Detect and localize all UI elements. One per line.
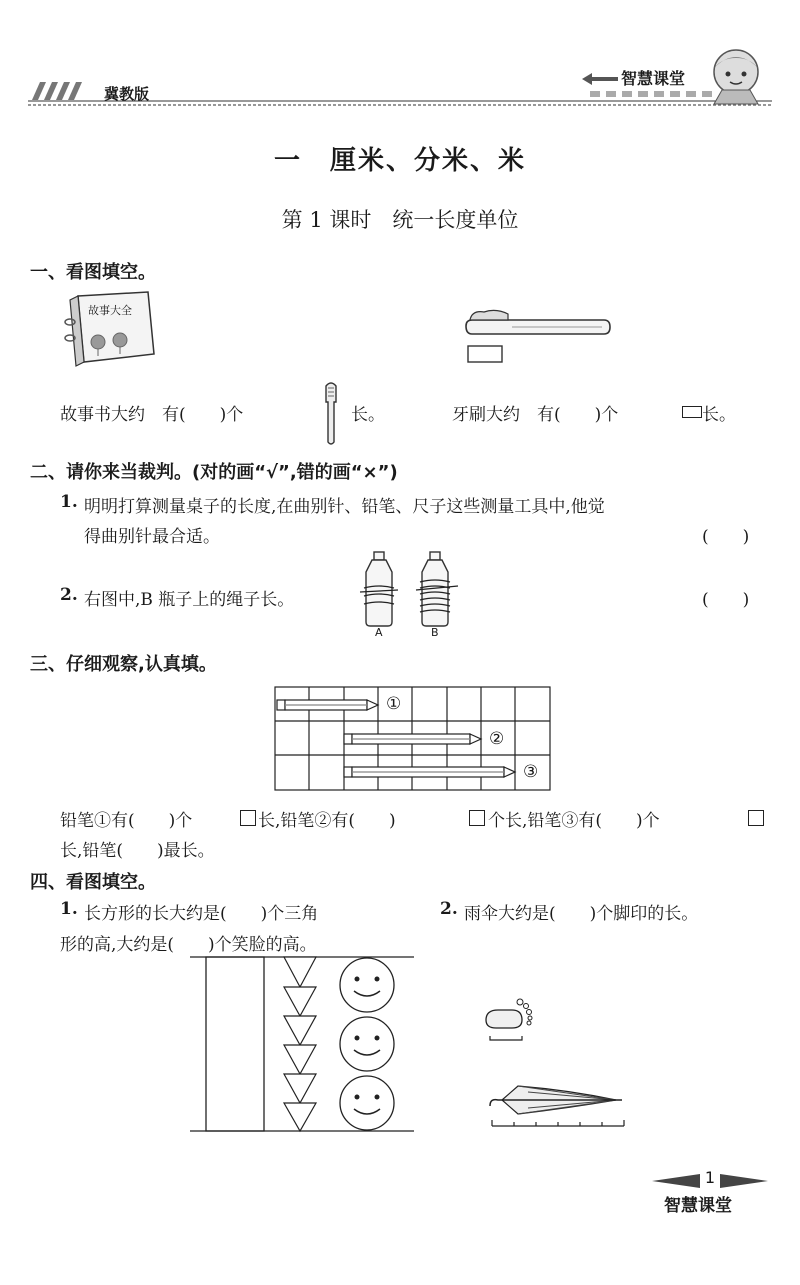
- pencil-1: [277, 700, 378, 710]
- toothbrush-unit-icon: [318, 380, 344, 446]
- rectangle-triangles-smileys-figure: [190, 955, 415, 1135]
- square-unit-icon: [240, 810, 256, 826]
- toothbrush-illustration: [462, 306, 612, 368]
- s2-q1-number: 1.: [60, 492, 78, 512]
- s4-q1-line2: 形的高,大约是( )个笑脸的高。: [60, 935, 317, 955]
- page-number: 1: [704, 1168, 716, 1187]
- section2-heading: 二、请你来当裁判。(对的画“√”,错的画“×”): [30, 462, 398, 483]
- s3-line1-b: 长,铅笔②有( ): [258, 811, 396, 831]
- pencil-3-label: ③: [523, 762, 539, 782]
- q-toothbrush-text: 牙刷大约 有( )个: [452, 405, 619, 425]
- s3-line1-c: 个长,铅笔③有( )个: [488, 811, 660, 831]
- s2-q1-answer-blank[interactable]: ( ): [702, 527, 750, 547]
- q-toothbrush-suffix: 长。: [702, 405, 736, 425]
- s2-q2-answer-blank[interactable]: ( ): [702, 590, 750, 610]
- s2-q1-line2: 得曲别针最合适。: [84, 527, 220, 547]
- bottle-b-label: B: [431, 626, 439, 639]
- pencil-2: [344, 734, 481, 744]
- header-divider: [28, 100, 772, 108]
- s2-q2-number: 2.: [60, 585, 78, 605]
- pencil-2-label: ②: [489, 729, 505, 749]
- pencil-grid: [275, 687, 551, 791]
- s3-line1-a: 铅笔①有( )个: [60, 811, 193, 831]
- s4-q1-line1: 长方形的长大约是( )个三角: [84, 904, 319, 924]
- q-storybook-text: 故事书大约 有( )个: [60, 405, 244, 425]
- bottles-illustration: [358, 550, 468, 630]
- girl-mascot-icon: [700, 46, 772, 106]
- s4-q2-number: 2.: [440, 899, 458, 919]
- pencil-3: [344, 767, 515, 777]
- s4-q1-number: 1.: [60, 899, 78, 919]
- section3-heading: 三、仔细观察,认真填。: [30, 654, 217, 675]
- storybook-cover-title: 故事大全: [88, 304, 132, 317]
- section1-heading: 一、看图填空。: [30, 262, 156, 283]
- edition-label: 冀教版: [104, 85, 150, 103]
- s2-q1-line1: 明明打算测量桌子的长度,在曲别针、铅笔、尺子这些测量工具中,他觉: [84, 497, 605, 517]
- s2-q2-text: 右图中,B 瓶子上的绳子长。: [84, 590, 295, 610]
- header-brand: 智慧课堂: [621, 69, 686, 88]
- pencil-1-label: ①: [386, 694, 402, 714]
- lesson-title: 第 1 课时 统一长度单位: [281, 208, 519, 232]
- square-unit-icon: [748, 810, 764, 826]
- s3-line2: 长,铅笔( )最长。: [60, 841, 215, 861]
- s4-q2-text: 雨伞大约是( )个脚印的长。: [464, 904, 699, 924]
- square-unit-icon: [469, 810, 485, 826]
- storybook-illustration: [58, 292, 158, 368]
- rectangle-unit-icon: [682, 406, 702, 418]
- q-storybook-suffix: 长。: [351, 405, 385, 425]
- footprint-icon: [482, 998, 538, 1042]
- unit-title: 一 厘米、分米、米: [273, 146, 526, 176]
- umbrella-ruler-figure: [488, 1076, 626, 1130]
- header-arrow-icon: [582, 72, 618, 86]
- footer-brand: 智慧课堂: [664, 1196, 732, 1216]
- bottle-a-label: A: [375, 626, 383, 639]
- section4-heading: 四、看图填空。: [30, 872, 156, 893]
